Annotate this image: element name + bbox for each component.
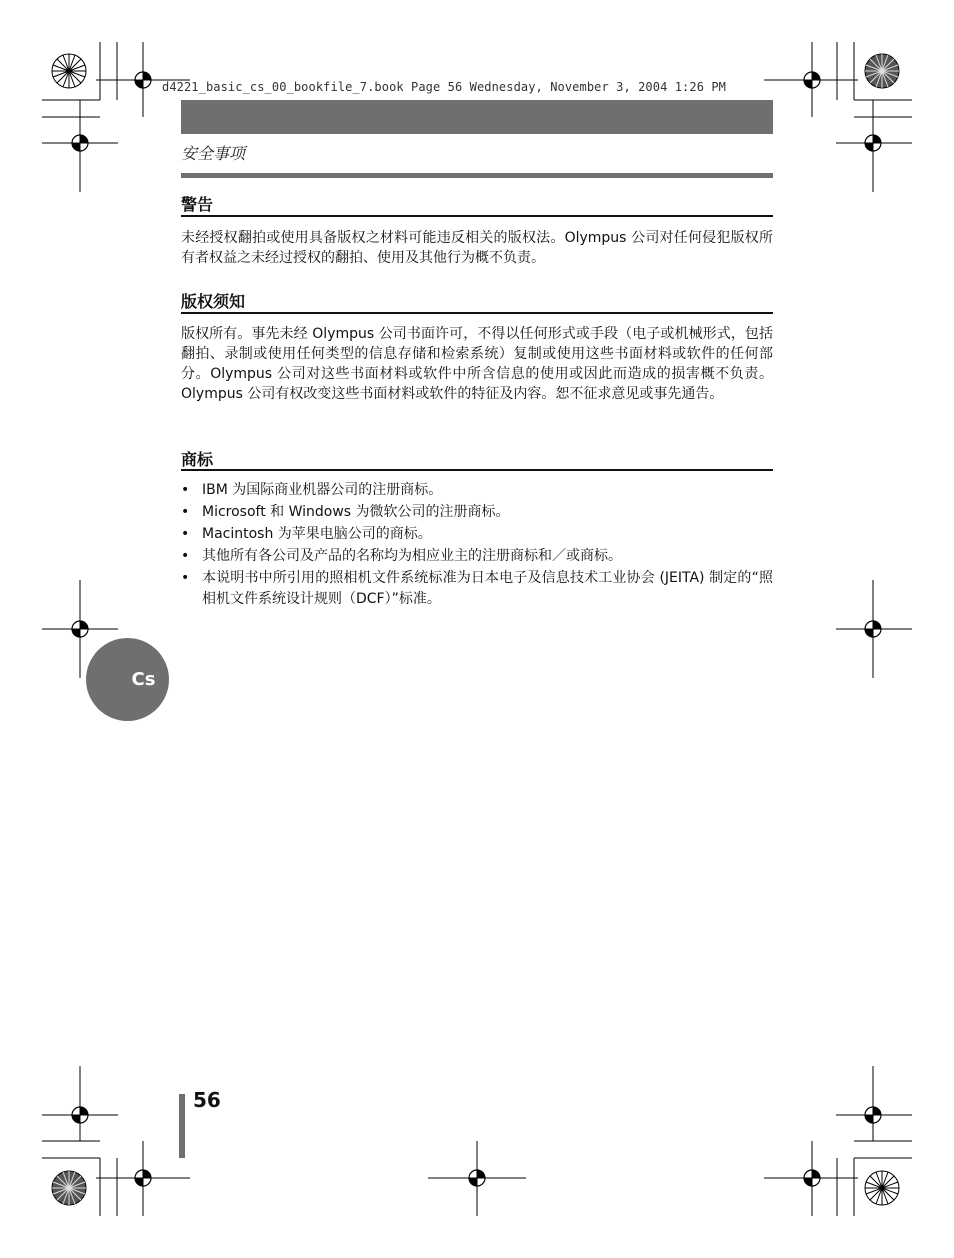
- warning-rule: [181, 215, 773, 217]
- print-file-info: d4221_basic_cs_00_bookfile_7.book Page 56 Wednesday, November 3, 2004 1:26 PM: [162, 80, 726, 94]
- trademarks-rule: [181, 469, 773, 471]
- trademarks-heading: 商标: [181, 450, 214, 469]
- warning-heading: 警告: [181, 195, 214, 214]
- copyright-heading: 版权须知: [181, 292, 246, 311]
- bullet-icon: •: [181, 570, 190, 586]
- list-item-text: Microsoft 和 Windows 为微软公司的注册商标。: [202, 504, 510, 520]
- page-number: 56: [193, 1088, 221, 1112]
- copyright-rule: [181, 312, 773, 314]
- list-item: [181, 480, 773, 501]
- warning-text: 未经授权翻拍或使用具备版权之材料可能违反相关的版权法。Olympus 公司对任何侵犯版权所有者权益之未经过授权的翻拍、使用及其他行为概不负责。: [181, 230, 773, 266]
- list-item-text: 本说明书中所引用的照相机文件系统标准为日本电子及信息技术工业协会 (JEITA) 制定的“照相机文件系统设计规则（DCF）”标准。: [202, 570, 773, 607]
- bullet-icon: •: [181, 526, 190, 542]
- section-title: 安全事项: [181, 144, 246, 163]
- bullet-icon: •: [181, 548, 190, 564]
- trademarks-list: [181, 480, 773, 611]
- list-item: [181, 524, 773, 545]
- header-bar: [181, 100, 773, 134]
- list-item-text: Macintosh 为苹果电脑公司的商标。: [202, 526, 432, 542]
- list-item: [181, 546, 773, 567]
- list-item-text: IBM 为国际商业机器公司的注册商标。: [202, 482, 443, 498]
- copyright-text: 版权所有。事先未经 Olympus 公司书面许可，不得以任何形式或手段（电子或机械形式，包括翻拍、录制或使用任何类型的信息存储和检索系统）复制或使用这些书面材料或软件的任何部分。Olympus 公司对这些书面材料或软件中所含信息的使用或因此而造成的损害概不负责。Olympus 公司有权改变这些书面材料或软件的特征及内容。恕不征求意见或事先通告。: [181, 326, 773, 402]
- language-code: Cs: [131, 669, 156, 690]
- bullet-icon: •: [181, 504, 190, 520]
- language-tab: [86, 638, 169, 721]
- bullet-icon: •: [181, 482, 190, 498]
- page-number-bar: [179, 1094, 185, 1158]
- list-item-text: 其他所有各公司及产品的名称均为相应业主的注册商标和／或商标。: [202, 548, 622, 564]
- section-divider: [181, 173, 773, 178]
- list-item: [181, 502, 773, 523]
- list-item: [181, 568, 773, 610]
